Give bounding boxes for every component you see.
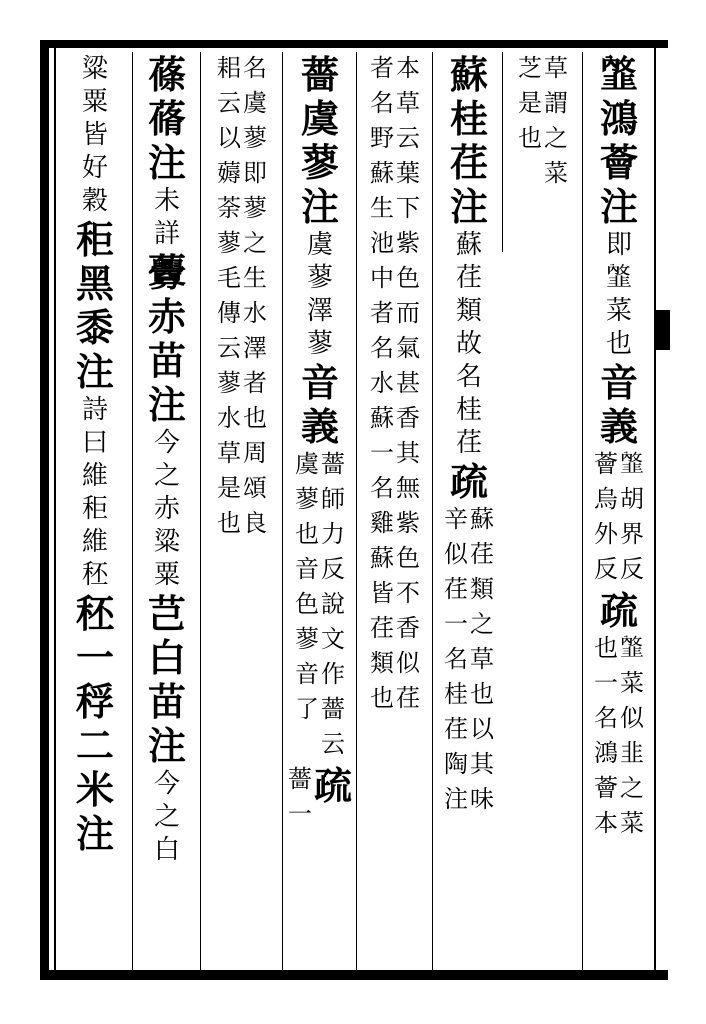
glyph: 草: [396, 89, 420, 117]
glyph: 黍: [75, 305, 114, 350]
glyph: 水: [217, 404, 241, 432]
headword: [147, 52, 186, 188]
glyph: 之: [620, 774, 644, 802]
glyph: 荏: [370, 614, 394, 642]
glyph: 曰: [81, 428, 108, 458]
glyph: 疏: [599, 588, 638, 633]
glyph: 粱: [81, 54, 108, 84]
glyph: 師: [321, 485, 345, 513]
glyph: 維: [81, 461, 108, 491]
glyph: 一: [75, 635, 114, 680]
glyph: 良: [243, 509, 267, 537]
glyph: 周: [243, 439, 267, 467]
commentary: [82, 56, 108, 221]
glyph: 維: [81, 527, 108, 557]
glyph: 之: [470, 610, 494, 638]
glyph: 秬: [81, 494, 108, 524]
glyph: 苗: [147, 679, 186, 724]
glyph: 辛: [444, 505, 468, 533]
glyph: 蓼: [217, 369, 241, 397]
glyph: 一: [444, 610, 468, 638]
glyph: 芝: [518, 54, 542, 82]
glyph: 疏: [449, 459, 488, 504]
glyph: 謂: [544, 89, 568, 117]
glyph: 蓼: [217, 229, 241, 257]
column-rule: [582, 52, 583, 970]
glyph: 水: [370, 369, 394, 397]
glyph: 皆: [81, 120, 108, 150]
headword: [300, 52, 339, 232]
glyph: 即: [243, 159, 267, 187]
glyph: 荏: [455, 263, 482, 293]
glyph: 味: [470, 785, 494, 813]
headword: [449, 52, 488, 232]
glyph: 云: [321, 730, 345, 758]
glyph: 草: [470, 645, 494, 673]
glyph: 詩: [81, 395, 108, 425]
glyph: 粱: [153, 527, 180, 557]
glyph: 菜: [544, 159, 568, 187]
text-column: [202, 56, 282, 546]
glyph: 薔: [321, 695, 345, 723]
glyph: 薅: [217, 159, 241, 187]
commentary: [456, 232, 482, 463]
glyph: 生: [243, 264, 267, 292]
glyph: 文: [321, 625, 345, 653]
glyph: 即: [605, 230, 632, 260]
glyph: 反: [321, 555, 345, 583]
glyph: 似: [396, 649, 420, 677]
glyph: 以: [217, 124, 241, 152]
glyph: 音: [295, 660, 319, 688]
glyph: 蘇: [470, 505, 494, 533]
glyph: 粟: [153, 560, 180, 590]
glyph: 好: [81, 153, 108, 183]
glyph: 者: [243, 369, 267, 397]
glyph: 荏: [470, 540, 494, 568]
glyph: 烏: [594, 485, 618, 513]
double-line-note: [444, 507, 494, 822]
glyph: 雞: [370, 509, 394, 537]
glyph: 注: [75, 811, 114, 856]
glyph: 白: [147, 635, 186, 680]
frame-left-border: [40, 40, 49, 980]
glyph: 一: [370, 439, 394, 467]
glyph: 其: [396, 439, 420, 467]
column-rule: [432, 52, 433, 970]
glyph: 傳: [217, 299, 241, 327]
glyph: 一: [594, 669, 618, 697]
headword: [147, 591, 186, 771]
glyph: 色: [396, 264, 420, 292]
glyph: 荏: [444, 575, 468, 603]
glyph: 色: [295, 590, 319, 618]
glyph: 本: [396, 54, 420, 82]
text-column: [586, 52, 652, 846]
glyph: 也: [217, 509, 241, 537]
glyph: 虋: [147, 250, 186, 295]
glyph: 作: [321, 660, 345, 688]
glyph: 氣: [396, 334, 420, 362]
glyph: 云: [217, 334, 241, 362]
glyph: 秠: [75, 591, 114, 636]
glyph: 荏: [455, 428, 482, 458]
glyph: 注: [75, 349, 114, 394]
headword: [599, 52, 638, 232]
glyph: 荼: [217, 194, 241, 222]
glyph: 之: [153, 461, 180, 491]
headword: [147, 250, 186, 430]
frame-bottom-border: [40, 970, 668, 980]
glyph: 今: [153, 428, 180, 458]
glyph: 云: [217, 89, 241, 117]
glyph: 荏: [396, 684, 420, 712]
marker: [300, 360, 339, 452]
column-rule: [200, 52, 201, 970]
glyph: 胡: [620, 485, 644, 513]
commentary: [154, 188, 180, 254]
glyph: 𩐇: [599, 52, 638, 97]
glyph: 耜: [217, 54, 241, 82]
double-line-note: [295, 452, 345, 767]
glyph: 詳: [153, 219, 180, 249]
glyph: 𩐇: [620, 450, 644, 478]
glyph: 桂: [449, 96, 488, 141]
glyph: 水: [243, 299, 267, 327]
text-column: [134, 52, 200, 870]
commentary: [154, 771, 180, 870]
glyph: 香: [396, 614, 420, 642]
glyph: 音: [295, 555, 319, 583]
glyph: 鴻: [599, 96, 638, 141]
glyph: 了: [295, 695, 319, 723]
glyph: 蘇: [449, 52, 488, 97]
glyph: 秠: [81, 560, 108, 590]
glyph: 澤: [306, 296, 333, 326]
glyph: 陶: [444, 750, 468, 778]
glyph: 注: [449, 184, 488, 229]
headword: [75, 217, 114, 397]
glyph: 也: [470, 680, 494, 708]
glyph: 是: [518, 89, 542, 117]
column-rule: [282, 52, 283, 970]
glyph: 外: [594, 520, 618, 548]
glyph: 者: [370, 299, 394, 327]
glyph: 草: [544, 54, 568, 82]
glyph: 不: [396, 579, 420, 607]
glyph: 桂: [455, 395, 482, 425]
commentary: [606, 232, 632, 364]
glyph: 反: [620, 555, 644, 583]
glyph: 名: [594, 704, 618, 732]
double-line-note: [594, 636, 644, 846]
glyph: 赤: [147, 294, 186, 339]
glyph: 薈: [594, 450, 618, 478]
glyph: 蓨: [147, 96, 186, 141]
glyph: 一: [287, 800, 312, 828]
glyph: 薈: [594, 774, 618, 802]
text-column: [434, 52, 504, 822]
glyph: 注: [147, 140, 186, 185]
glyph: 蓼: [243, 194, 267, 222]
glyph: 白: [153, 835, 180, 865]
glyph: 名: [370, 334, 394, 362]
glyph: 蘇: [455, 230, 482, 260]
commentary: [154, 430, 180, 595]
commentary: [307, 232, 333, 364]
glyph: 生: [370, 194, 394, 222]
glyph: 紫: [396, 229, 420, 257]
glyph: 虞: [300, 96, 339, 141]
glyph: 以: [470, 715, 494, 743]
glyph: 也: [295, 520, 319, 548]
glyph: 黑: [75, 261, 114, 306]
glyph: 注: [300, 184, 339, 229]
glyph: 頌: [243, 474, 267, 502]
glyph: 粟: [81, 87, 108, 117]
glyph: 下: [396, 194, 420, 222]
glyph: 芑: [147, 591, 186, 636]
glyph: 菜: [620, 809, 644, 837]
glyph: 云: [396, 124, 420, 152]
glyph: 注: [147, 382, 186, 427]
glyph: 名: [370, 474, 394, 502]
marker: [599, 588, 638, 636]
glyph: 故: [455, 329, 482, 359]
glyph: 音: [300, 360, 339, 405]
glyph: 蓧: [147, 52, 186, 97]
glyph: 毛: [217, 264, 241, 292]
glyph: 注: [599, 184, 638, 229]
glyph: 澤: [243, 334, 267, 362]
glyph: 薔: [300, 52, 339, 97]
glyph: 無: [396, 474, 420, 502]
frame-inner-left-line: [54, 48, 56, 970]
glyph: 赤: [153, 494, 180, 524]
glyph: 池: [370, 229, 394, 257]
glyph: 之: [544, 124, 568, 152]
glyph: 音: [599, 360, 638, 405]
glyph: 蘇: [370, 404, 394, 432]
text-column: [284, 52, 356, 837]
glyph: 是: [217, 474, 241, 502]
glyph: 韭: [620, 739, 644, 767]
glyph: 米: [75, 767, 114, 812]
headword: [75, 591, 114, 859]
glyph: 未: [153, 186, 180, 216]
glyph: 名: [444, 645, 468, 673]
glyph: 義: [599, 404, 638, 449]
glyph: 其: [470, 750, 494, 778]
glyph: 蓼: [306, 329, 333, 359]
commentary: [82, 397, 108, 595]
glyph: 苗: [147, 338, 186, 383]
glyph: 今: [153, 769, 180, 799]
text-column: [60, 56, 130, 859]
glyph: 荏: [444, 715, 468, 743]
glyph: 皆: [370, 579, 394, 607]
glyph: 而: [396, 299, 420, 327]
text-column: [506, 56, 580, 196]
glyph: 類: [370, 649, 394, 677]
glyph: 菜: [605, 296, 632, 326]
glyph: 草: [217, 439, 241, 467]
marker: [599, 360, 638, 452]
glyph: 稃: [75, 679, 114, 724]
glyph: 鴻: [594, 739, 618, 767]
glyph: 野: [370, 124, 394, 152]
glyph: 之: [243, 229, 267, 257]
glyph: 虞: [295, 450, 319, 478]
glyph: 界: [620, 520, 644, 548]
glyph: 類: [470, 575, 494, 603]
column-rule: [132, 52, 133, 970]
glyph: 色: [396, 544, 420, 572]
column-rule: [356, 52, 357, 970]
frame-right-border: [654, 48, 656, 970]
glyph: 本: [594, 809, 618, 837]
glyph: 也: [370, 684, 394, 712]
marker: [449, 459, 488, 507]
glyph: 也: [243, 404, 267, 432]
glyph: 注: [444, 785, 468, 813]
glyph: 疏: [313, 763, 352, 808]
glyph: 之: [153, 802, 180, 832]
glyph: 名: [455, 362, 482, 392]
glyph: 似: [444, 540, 468, 568]
glyph: 中: [370, 264, 394, 292]
glyph: 虞: [306, 230, 333, 260]
glyph: 說: [321, 590, 345, 618]
glyph: 蓼: [306, 263, 333, 293]
glyph: 也: [594, 634, 618, 662]
glyph: 反: [594, 555, 618, 583]
glyph: 也: [605, 329, 632, 359]
glyph: 秬: [75, 217, 114, 262]
glyph: 香: [396, 404, 420, 432]
glyph: 者: [370, 54, 394, 82]
glyph: 名: [243, 54, 267, 82]
glyph: 注: [147, 723, 186, 768]
glyph: 葉: [396, 159, 420, 187]
glyph: 名: [370, 89, 394, 117]
glyph: 薔: [287, 765, 312, 793]
glyph: 類: [455, 296, 482, 326]
glyph: 蓼: [295, 625, 319, 653]
glyph: 𩐇: [605, 263, 632, 293]
double-line-note: [594, 452, 644, 592]
frame-top-border: [40, 40, 668, 48]
glyph: 薈: [599, 140, 638, 185]
glyph: 蘇: [370, 544, 394, 572]
double-line-note: [287, 763, 352, 837]
glyph: 虞: [243, 89, 267, 117]
glyph: 蓼: [295, 485, 319, 513]
glyph: 穀: [81, 186, 108, 216]
glyph: 蘇: [370, 159, 394, 187]
glyph: 二: [75, 723, 114, 768]
glyph: 薔: [321, 450, 345, 478]
page-edge-strip: [658, 48, 670, 970]
page-edge-mark: [656, 310, 670, 350]
glyph: 菜: [620, 669, 644, 697]
glyph: 荏: [449, 140, 488, 185]
glyph: 𩐇: [620, 634, 644, 662]
glyph: 似: [620, 704, 644, 732]
text-column: [358, 56, 432, 721]
glyph: 義: [300, 404, 339, 449]
glyph: 蓼: [243, 124, 267, 152]
glyph: 力: [321, 520, 345, 548]
glyph: 甚: [396, 369, 420, 397]
glyph: 桂: [444, 680, 468, 708]
glyph: 紫: [396, 509, 420, 537]
glyph: 蓼: [300, 140, 339, 185]
glyph: 也: [518, 124, 542, 152]
